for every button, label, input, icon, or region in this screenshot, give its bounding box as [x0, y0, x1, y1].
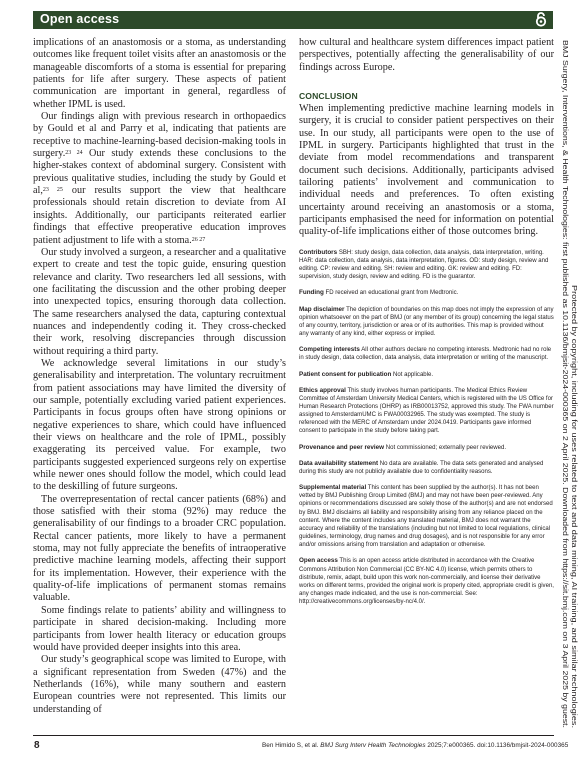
meta-value: This content has been supplied by the author(s). It has not been vetted by BMJ Publishing Group Limited (BMJ) and may not have been peer-reviewed. Any opinions or recommendations discussed are solely those of the author(s) and are not endorsed by BMJ. BMJ disclaims all liability and responsibility arising from any reliance placed on the content. Where the content includes any translated material, BMJ does not warrant the accuracy and reliability of the translations (including but not limited to local regulations, clinical guidelines, terminology, drug names and drug dosages), and is not responsible for any error and/or omissions arising from translation and adaptation or otherwise. — [299, 485, 553, 549]
meta-entry — [299, 387, 554, 436]
meta-value: No data are available. The data sets generated and analysed during this study are not publicly available due to confidentiality reasons. — [299, 460, 544, 475]
meta-key: Contributors — [299, 248, 338, 256]
meta-key: Provenance and peer review — [299, 443, 385, 451]
cite-authors: Ben Himido S, et al. — [262, 742, 319, 749]
meta-value: This is an open access article distributed in accordance with the Creative Commons Attribution Non Commercial (CC BY-NC 4.0) license, which permits others to distribute, remix, adapt, build upon this work non-commercially, and license their derivative works on different terms, provided the original work is properly cited, appropriate credit is given, any changes made indicated, and the use is non-commercial. See: http://creativecommons.org/licenses/by-nc/4.0/. — [299, 558, 554, 606]
meta-key: Funding — [299, 289, 324, 297]
meta-key: Data availability statement — [299, 459, 379, 467]
meta-entry — [299, 306, 554, 339]
body-paragraph: The overrepresentation of rectal cancer patients (68%) and those satisfied with their stoma (92%) may reduce the generalisability of our findings to a broader CRC population. Rectal cancer patients, more likely to have a permanent stoma, may not fully appreciate the benefits of intraoperative predictive machine learning models, affecting their support for its implementation. However, their experience with the quality-of-life implications of permanent stomas remains valuable. — [33, 493, 286, 604]
side-note-line-1: BMJ Surgery, Interventions, & Health Technologies: first published as 10.1136/bmjsit-2024-000365 on 2 April 2025. Downloaded from https://sit.bmj.com on 3 April 2025 by guest. — [561, 40, 570, 613]
meta-entry — [299, 289, 554, 297]
cite-doi: 2025;7:e000365. doi:10.1136/bmjsit-2024-000365 — [427, 742, 569, 749]
meta-entry — [299, 346, 554, 362]
body-paragraph: We acknowledge several limitations in our study’s generalisability and interpretation. The voluntary recruitment from patient associations may have limited the diversity of our sample, potentially excluding varied patient experiences. Participants in focus groups often have strong opinions or negative experiences to share, which could have influenced their views on healthcare and the role of IPML, possibly exaggerating its perceived value. For example, two participants suggested experienced surgeons rely on expertise while newer ones should follow the model, which could lead to the deskilling of future surgeons. — [33, 357, 286, 493]
meta-key: Patient consent for publication — [299, 370, 392, 378]
left-column — [33, 37, 286, 716]
side-download-note — [556, 40, 586, 730]
meta-entry — [299, 557, 554, 606]
meta-entry — [299, 484, 554, 549]
header-bar — [33, 11, 553, 29]
meta-key: Supplemental material — [299, 484, 367, 492]
body-paragraph: Some findings relate to patients’ ability and willingness to participate in shared decision-making. Including more participants from lower health literacy or education groups would have provided deeper insights into this area. — [33, 604, 286, 653]
meta-value: The depiction of boundaries on this map does not imply the expression of any opinion whatsoever on the part of BMJ (or any member of its group) concerning the legal status of any country, territory, jurisdiction or area or of its authorities. This map is provided without any warranty of any kind, either express or implied. — [299, 306, 554, 338]
body-paragraph: Our study’s geographical scope was limited to Europe, with a significant representation from Sweden (47%) and the Netherlands (16%), while many southern and eastern European countries were not represented. This limits our understanding of — [33, 654, 286, 715]
meta-value: All other authors declare no competing interests. Medtronic had no role in study design, data collection, data analysis, data interpretation or writing of the manuscript. — [299, 347, 552, 362]
page-number: 8 — [34, 740, 40, 751]
article-metadata — [299, 249, 554, 606]
meta-value: FD received an educational grant from Medtronic. — [323, 290, 459, 297]
open-access-label: Open access — [40, 12, 120, 26]
meta-key: Open access — [299, 557, 338, 565]
right-column — [299, 37, 554, 606]
meta-key: Ethics approval — [299, 386, 346, 394]
meta-entry — [299, 249, 554, 282]
meta-entry — [299, 460, 554, 476]
meta-entry — [299, 371, 554, 379]
conclusion-heading: CONCLUSION — [299, 91, 358, 102]
continuation-paragraph: how cultural and healthcare system differences impact patient perspectives, potentially affecting the generalisability of our findings across Europe. — [299, 37, 554, 73]
body-paragraph: Our study involved a surgeon, a researcher and a qualitative expert to create and test the topic guide, ensuring question relevance and clarity. Two researchers led all sessions, with one facilitating the discussion and the other probing deeper into unexpected topics, ensuring thorough data collection. The same researchers analysed the data, capturing contextual nuances and independently coding it. They cross-checked their work, resolving discrepancies through discussion without requiring a third party. — [33, 246, 286, 357]
meta-value: This study involves human participants. The Medical Ethics Review Committee of Amsterdam University Medical Centers, which is registered with the US Office for Human Research Protections (OHRP) as IRB00013752, approved this study. The FWA number assigned to AmsterdamUMC is FWA00032965. The study was exempted. The study is referenced with the MERC of Amsterdam under 2024.0419. Participants gave informed consent to participate in the study before taking part. — [299, 387, 554, 435]
side-note-line-2: Protected by copyright, including for uses related to text and data mining, AI training, and similar technologies. — [570, 285, 579, 640]
meta-value: Not applicable. — [391, 371, 434, 378]
meta-key: Competing interests — [299, 346, 360, 354]
meta-key: Map disclaimer — [299, 305, 345, 313]
body-paragraph: implications of an anastomosis or a stoma, as understanding outcomes like frequent toilet visits after an anastomosis or the manageable discomforts of a stoma is essential for preparing patients for life after surgery. These aspects of patient communication are important in general, regardless of whether IPML is used. — [33, 37, 286, 110]
meta-entry — [299, 444, 554, 452]
body-paragraph: Our findings align with previous research in orthopaedics by Gould et al and Parry et al, indicating that patients are receptive to machine-learning-based decision-making tools in surgery.$^{23 24}$ Our study extends these conclusions to the higher-stakes context of abdominal surgery. Consistent with previous qualitative studies, including the study by Gould et al,$^{23 25}$ our results support the view that healthcare professionals should retain discretion to deviate from AI insights. Additionally, our participants reiterated earlier findings that effective preoperative education improves patient adjustment to life with a stoma.$^{26 27}$ — [33, 111, 287, 246]
meta-value: SBH: study design, data collection, data analysis, data interpretation, writing. HAR: data collection, data analysis, data interpretation, figures. OD: study design, review and editing. CP: review and editing. SH: review and editing. GK: review and editing. FD: supervision, study design, review and editing. FD is the guarantor. — [299, 249, 549, 281]
cite-journal: BMJ Surg Interv Health Technologies — [320, 742, 426, 749]
conclusion-paragraph: When implementing predictive machine learning models in surgery, it is crucial to consider patient perspectives on their use. In our study, all participants were open to the use of IPML in surgery. Participants highlighted that trust in the deviate from model recommendations and transparent document such decisions. Additionally, participants advised tailoring patients’ involvement and communication to individual needs and preferences. To often existing uncertainty around receiving an anastomosis or a stoma, participants emphasised the need for information on potential quality-of-life implications either of those outcomes bring. — [299, 103, 554, 238]
meta-value: Not commissioned; externally peer reviewed. — [384, 444, 507, 451]
footer-rule — [33, 735, 554, 736]
footer-citation — [262, 742, 568, 749]
open-access-icon — [535, 12, 547, 27]
